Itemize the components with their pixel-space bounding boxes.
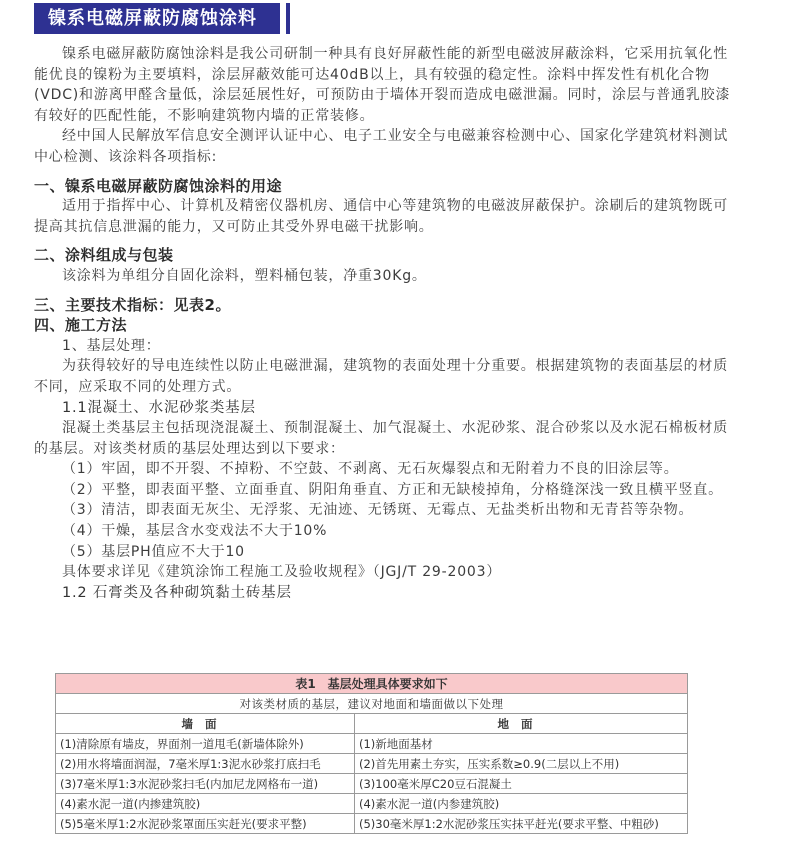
floor-cell: (4)素水泥一道(内参建筑胶): [355, 794, 688, 814]
subsection-1-2-title: 1.2 石膏类及各种砌筑黏土砖基层: [62, 584, 292, 601]
requirement-3: （3）清洁，即表面无灰尘、无浮浆、无油迹、无锈斑、无霉点、无盐类析出物和无青苔等杂物。: [62, 502, 694, 519]
table-note-row: [56, 694, 688, 714]
document-body: [34, 44, 734, 603]
table-row: [56, 814, 688, 834]
table-row: [56, 774, 688, 794]
subsection-1-1-title: 1.1混凝土、水泥砂浆类基层: [62, 399, 256, 416]
wall-cell: (3)7毫米厚1:3水泥砂浆扫毛(内加尼龙网格布一道): [56, 774, 355, 794]
standard-reference: 具体要求详见《建筑涂饰工程施工及验收规程》（JGJ/T 29-2003）: [62, 564, 502, 581]
column-header-floor: 地面: [355, 714, 688, 734]
intro-paragraph-2: 经中国人民解放军信息安全测评认证中心、电子工业安全与电磁兼容检测中心、国家化学建筑材料测试中心检测、该涂料各项指标:: [34, 128, 728, 165]
wall-cell: (4)素水泥一道(内掺建筑胶): [56, 794, 355, 814]
section-2-title: 二、涂料组成与包装: [34, 246, 174, 265]
floor-cell: (1)新地面基材: [355, 734, 688, 754]
table-row: [56, 734, 688, 754]
table-row: [56, 754, 688, 774]
wall-cell: (2)用水将墙面润湿，7毫米厚1:3泥水砂浆打底扫毛: [56, 754, 355, 774]
title-accent-bar: [286, 3, 290, 34]
requirement-5: （5）基层PH值应不大于10: [62, 543, 245, 560]
section-1-text: 适用于指挥中心、计算机及精密仪器机房、通信中心等建筑物的电磁波屏蔽保护。涂刷后的建筑物既可提高其抗信息泄漏的能力，又可防止其受外界电磁干扰影响。: [34, 198, 728, 235]
intro-paragraph-1: 镍系电磁屏蔽防腐蚀涂料是我公司研制一种具有良好屏蔽性能的新型电磁波屏蔽涂料，它采用抗氧化性能优良的镍粉为主要填料，涂层屏蔽效能可达40dB以上，具有较强的稳定性。涂料中挥发性有机化合物(VDC)和游离甲醛含量低，涂层延展性好，可预防由于墙体开裂而造成电磁泄漏。同时，涂层与普通乳胶漆有较好的匹配性能，不影响建筑物内墙的正常装修。: [34, 46, 731, 124]
table-note: 对该类材质的基层，建议对地面和墙面做以下处理: [56, 694, 688, 714]
table-caption: 表1 基层处理具体要求如下: [56, 674, 688, 694]
floor-cell: (3)100毫米厚C20豆石混凝土: [355, 774, 688, 794]
section-3-title: 三、主要技术指标：见表2。: [34, 295, 231, 314]
section-2-text: 该涂料为单组分自固化涂料，塑料桶包装，净重30Kg。: [62, 267, 427, 284]
section-1-title: 一、镍系电磁屏蔽防腐蚀涂料的用途: [34, 176, 283, 195]
floor-cell: (2)首先用素土夯实，压实系数≥0.9(二层以上不用): [355, 754, 688, 774]
column-header-wall: 墙面: [56, 714, 355, 734]
step-1-text: 为获得较好的导电连续性以防止电磁泄漏，建筑物的表面处理十分重要。根据建筑物的表面基层的材质不同，应采取不同的处理方式。: [34, 358, 728, 395]
requirement-2: （2）平整，即表面平整、立面垂直、阴阳角垂直、方正和无缺棱掉角，分格缝深浅一致且横平竖直。: [62, 481, 723, 498]
table-caption-row: [56, 674, 688, 694]
subsection-1-1-text: 混凝土类基层主包括现浇混凝土、预制混凝土、加气混凝土、水泥砂浆、混合砂浆以及水泥石棉板材质的基层。对该类材质的基层处理达到以下要求：: [34, 420, 728, 457]
wall-cell: (1)清除原有墙皮，界面剂一道甩毛(新墙体除外): [56, 734, 355, 754]
step-1-title: 1、基层处理：: [62, 337, 161, 354]
requirement-1: （1）牢固，即不开裂、不掉粉、不空鼓、不剥离、无石灰爆裂点和无附着力不良的旧涂层等。: [62, 461, 679, 478]
table-header-row: [56, 714, 688, 734]
table-row: [56, 794, 688, 814]
page-title: 镍系电磁屏蔽防腐蚀涂料: [34, 3, 280, 34]
floor-cell: (5)30毫米厚1:2水泥砂浆压实抹平赶光(要求平整、中粗砂): [355, 814, 688, 834]
section-4-title: 四、施工方法: [34, 316, 128, 335]
requirement-4: （4）干燥，基层含水变戏法不大于10%: [62, 523, 328, 540]
table-1: [55, 673, 688, 834]
wall-cell: (5)5毫米厚1:2水泥砂浆罩面压实赶光(要求平整): [56, 814, 355, 834]
